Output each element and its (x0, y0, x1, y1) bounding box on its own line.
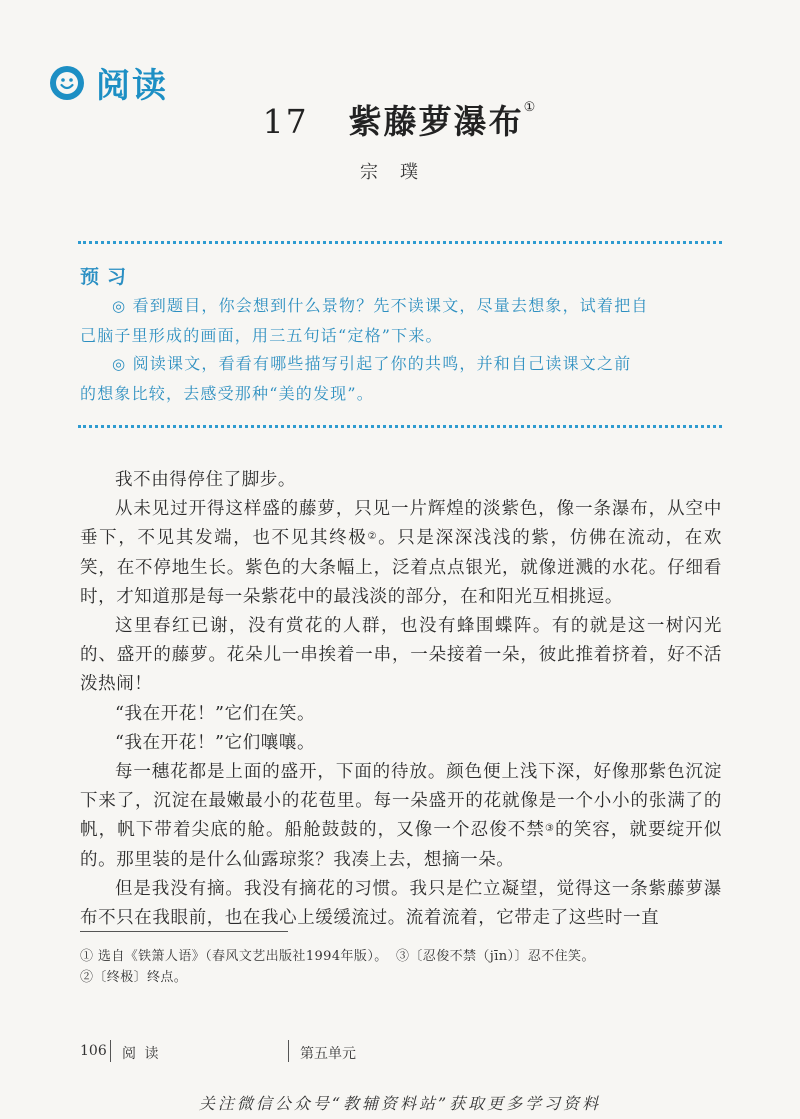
lesson-title (0, 96, 800, 143)
footnote-2: ②〔终极〕终点。 (80, 970, 188, 985)
preview-title: 预习 (80, 266, 135, 288)
paragraph-6 (80, 758, 722, 875)
paragraph-3: 这里春红已谢，没有赏花的人群，也没有蜂围蝶阵。有的就是这一树闪光的、盛开的藤萝。花朵儿一串挨着一串，一朵接着一朵，彼此推着挤着，好不活泼热闹！ (80, 616, 722, 695)
preview-top-divider (78, 241, 722, 244)
footnote-mark-2[interactable]: ② (367, 531, 379, 543)
paragraph-2 (80, 495, 722, 612)
section-title: 阅读 (96, 66, 168, 106)
footnote-3: ③〔忍俊不禁（jīn）〕忍不住笑。 (396, 949, 595, 964)
footnote-1: ① 选自《铁箫人语》（春风文艺出版社1994年版）。 (80, 949, 388, 964)
bullet-circle-icon: ◎ (112, 297, 127, 315)
footnote-divider (80, 931, 288, 932)
preview-item-1-line2: 己脑子里形成的画面，用三五句话“定格”下来。 (80, 326, 443, 345)
preview-item-2-line2: 的想象比较，去感受那种“美的发现”。 (80, 384, 374, 403)
lesson-title-text: 紫藤萝瀑布 (348, 102, 524, 141)
footer-unit: 第五单元 (300, 1046, 356, 1062)
footnote-mark-3[interactable]: ③ (545, 823, 556, 835)
paragraph-1: 我不由得停住了脚步。 (115, 470, 296, 490)
preview-item-1-line1: 看到题目，你会想到什么景物？先不读课文，尽量去想象，试着把自 (132, 296, 649, 315)
paragraph-6-part-b: 的笑容，就要绽开似的。那里装的是什么仙露琼浆？我凑上去，想摘一朵。 (80, 820, 722, 870)
paragraph-2-part-a: 从未见过开得这样盛的藤萝，只见一片辉煌的淡紫色，像一条瀑布，从空中垂下，不见其发端，也不见其终极 (80, 499, 722, 549)
page-number: 106 (80, 1043, 107, 1059)
preview-bottom-divider (78, 425, 722, 428)
lesson-number: 17 (262, 102, 309, 141)
preview-item-2-line1: 阅读课文，看看有哪些描写引起了你的共鸣，并和自己读课文之前 (132, 354, 632, 373)
footer-book-section: 阅 读 (122, 1046, 161, 1062)
paragraph-6-part-a: 每一穗花都是上面的盛开，下面的待放。颜色便上浅下深，好像那紫色沉淀下来了，沉淀在最嫩最小的花苞里。每一朵盛开的花就像是一个小小的张满了的帆，帆下带着尖底的舱。船舱鼓鼓的，又像一个忍俊不禁 (80, 762, 722, 841)
paragraph-2-part-b: 。只是深深浅浅的紫，仿佛在流动，在欢笑，在不停地生长。紫色的大条幅上，泛着点点银光，就像迸溅的水花。仔细看时，才知道那是每一朵紫花中的最浅淡的部分，在和阳光互相挑逗。 (80, 528, 722, 607)
bullet-circle-icon: ◎ (112, 355, 127, 373)
footer-divider-2 (288, 1040, 289, 1062)
title-footnote-mark[interactable]: ① (523, 100, 538, 115)
paragraph-4: “我在开花！”它们在笑。 (115, 703, 316, 724)
article-body (80, 466, 722, 933)
promo-banner: 关注微信公众号“教辅资料站”获取更多学习资料 (198, 1094, 602, 1113)
footer-divider-1 (110, 1040, 111, 1062)
author: 宗璞 (360, 162, 440, 183)
paragraph-7: 但是我没有摘。我没有摘花的习惯。我只是伫立凝望，觉得这一条紫藤萝瀑布不只在我眼前，也在我心上缓缓流过。流着流着，它带走了这些时一直 (80, 878, 722, 929)
paragraph-5: “我在开花！”它们嚷嚷。 (115, 732, 316, 753)
preview-item-2 (80, 349, 722, 409)
preview-item-1 (80, 291, 722, 351)
